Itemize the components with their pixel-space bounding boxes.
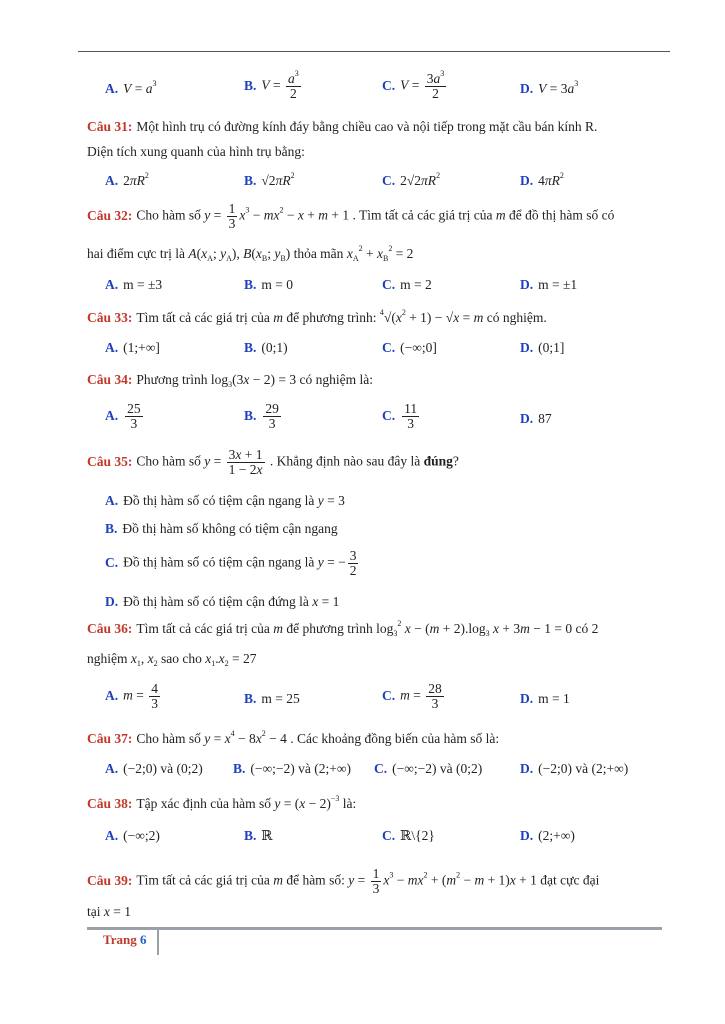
- q32-option-d[interactable]: D. m = ±1: [520, 277, 578, 292]
- q34-option-b[interactable]: B. $\frac{29}{3}$: [244, 401, 279, 431]
- q36-stem-line2: nghiệm $x_1$, $x_2$ sao cho $x_1.x_2 = 27$: [87, 651, 257, 668]
- q33-option-c[interactable]: C. (−∞;0]: [382, 340, 437, 355]
- q31-option-a[interactable]: A. $2\pi R^2$: [105, 171, 149, 188]
- page-number: Trang 6: [103, 932, 147, 947]
- q37-option-d[interactable]: D. (−2;0) và (2;+∞): [520, 761, 629, 776]
- q35-stem: Câu 35: Cho hàm số y = $\frac{3x + 1}{1 - 2x}$ . Khẳng định nào sau đây là đúng?: [87, 447, 459, 477]
- footer-divider: [157, 929, 159, 955]
- q31-option-b[interactable]: B. $√2\pi R^2$: [244, 171, 295, 188]
- q30-option-a[interactable]: A. $V = a^3$: [105, 79, 157, 96]
- q36-option-b[interactable]: B. m = 25: [244, 691, 300, 706]
- q36-option-a[interactable]: A. m = $\frac{4}{3}$: [105, 681, 158, 711]
- q34-stem: Câu 34: Phương trình $\log_3(3x - 2) = 3$ có nghiệm là:: [87, 372, 373, 389]
- footer-rule: [87, 927, 662, 930]
- q37-stem: Câu 37: Cho hàm số $y = x^4 - 8x^2 - 4$ . Các khoảng đồng biến của hàm số là:: [87, 729, 500, 746]
- q31-option-c[interactable]: C. $2√2\pi R^2$: [382, 171, 441, 188]
- q34-option-d[interactable]: D. 87: [520, 411, 552, 426]
- q35-option-c[interactable]: C. Đồ thị hàm số có tiệm cận ngang là y = − $\frac{3}{2}$: [105, 548, 357, 578]
- q32-option-b[interactable]: B. m = 0: [244, 277, 294, 292]
- q31-stem-line2: Diện tích xung quanh của hình trụ bằng:: [87, 144, 305, 159]
- q30-option-c[interactable]: C. V = $\frac{3a^3}{2}$: [382, 69, 445, 101]
- q32-option-a[interactable]: A. m = ±3: [105, 277, 163, 292]
- q34-option-a[interactable]: A. $\frac{25}{3}$: [105, 401, 141, 431]
- q32-stem-line2: hai điểm cực trị là $A(x_A$; $y_A$), $B(x_B$; $y_B$) thỏa mãn $x_A^2 + x_B^2 = 2$: [87, 244, 414, 263]
- q38-option-b[interactable]: B. ℝ: [244, 828, 273, 843]
- q31-stem-line1: Câu 31: Một hình trụ có đường kính đáy bằng chiều cao và nội tiếp trong mặt cầu bán kính R.: [87, 119, 598, 134]
- q36-option-d[interactable]: D. m = 1: [520, 691, 570, 706]
- q37-option-b[interactable]: B. (−∞;−2) và (2;+∞): [233, 761, 351, 776]
- q36-option-c[interactable]: C. m = $\frac{28}{3}$: [382, 681, 442, 711]
- q38-option-c[interactable]: C. ℝ\{2}: [382, 828, 435, 843]
- q35-option-a[interactable]: A. Đồ thị hàm số có tiệm cận ngang là y = 3: [105, 493, 345, 508]
- q30-option-b[interactable]: B. V = $\frac{a^3}{2}$: [244, 69, 299, 101]
- q33-option-d[interactable]: D. (0;1]: [520, 340, 565, 355]
- q32-option-c[interactable]: C. m = 2: [382, 277, 432, 292]
- q38-option-a[interactable]: A. (−∞;2): [105, 828, 160, 843]
- q34-option-c[interactable]: C. $\frac{11}{3}$: [382, 401, 418, 431]
- q35-option-d[interactable]: D. Đồ thị hàm số có tiệm cận đứng là x = 1: [105, 594, 340, 609]
- q39-stem-line1: Câu 39: Tìm tất cả các giá trị của m để hàm số: y = $\frac{1}{3}$ $x^3 - mx^2 + (m^2 - m + 1)x + 1$ đạt cực đại: [87, 866, 600, 896]
- q39-stem-line2: tại x = 1: [87, 904, 131, 919]
- q38-stem: Câu 38: Tập xác định của hàm số $y = (x - 2)^{-3}$ là:: [87, 794, 357, 811]
- q31-option-d[interactable]: D. $4\pi R^2$: [520, 171, 564, 188]
- q37-option-c[interactable]: C. (−∞;−2) và (0;2): [374, 761, 483, 776]
- q37-option-a[interactable]: A. (−2;0) và (0;2): [105, 761, 203, 776]
- header-rule: [78, 51, 670, 52]
- q33-stem: Câu 33: Tìm tất cả các giá trị của m để phương trình: $^4√(x^2 + 1) - √x = m$ có nghiệm.: [87, 308, 547, 325]
- q38-option-d[interactable]: D. (2;+∞): [520, 828, 575, 843]
- q35-option-b[interactable]: B. Đồ thị hàm số không có tiệm cận ngang: [105, 521, 338, 536]
- q33-option-b[interactable]: B. (0;1): [244, 340, 288, 355]
- q30-option-d[interactable]: D. $V = 3a^3$: [520, 79, 579, 96]
- q32-stem-line1: Câu 32: Cho hàm số y = $\frac{1}{3}$ $x^3 - mx^2 - x + m + 1$ . Tìm tất cả các giá trị của m để đồ thị hàm số có: [87, 201, 615, 231]
- q33-option-a[interactable]: A. (1;+∞]: [105, 340, 160, 355]
- q36-stem-line1: Câu 36: Tìm tất cả các giá trị của m để phương trình $\log_3^2 x - (m + 2).\log_3$ x + 3m − 1 = 0 có 2: [87, 619, 599, 638]
